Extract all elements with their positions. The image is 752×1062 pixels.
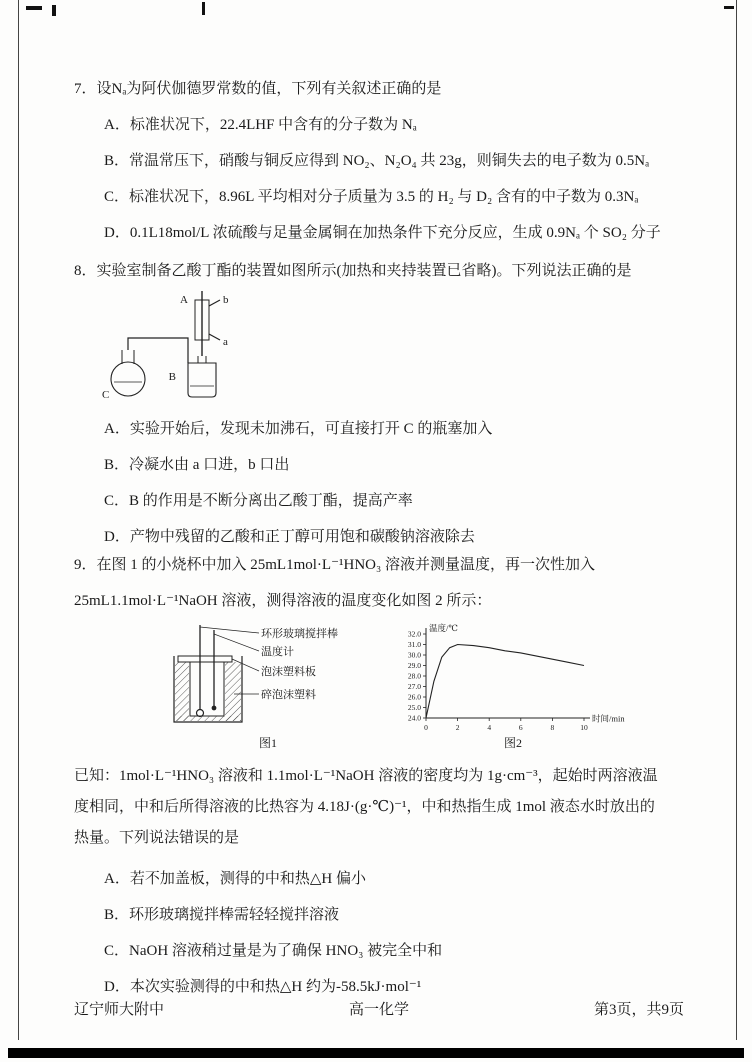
stirrer-label: 环形玻璃搅拌棒 xyxy=(261,628,338,640)
q9-option-c: C．NaOH 溶液稍过量是为了确保 HNO₃ 被完全中和 xyxy=(104,943,443,959)
scan-mark xyxy=(52,5,56,16)
q9-option-a: A．若不加盖板，测得的中和热△H 偏小 xyxy=(104,871,366,887)
svg-text:27.0: 27.0 xyxy=(407,682,421,692)
scan-frame-right xyxy=(736,0,737,1040)
scan-bottom-bar xyxy=(8,1048,744,1058)
fig2-caption: 图2 xyxy=(503,736,522,750)
q9-stem-line2: 25mL1.1mol·L⁻¹NaOH 溶液，测得溶液的温度变化如图 2 所示： xyxy=(74,593,492,609)
q7-option-c: C．标准状况下，8.96L 平均相对分子质量为 3.5 的 H₂ 与 D₂ 含有的中子数为 0.3Nₐ xyxy=(104,189,639,205)
crushed-foam-label: 碎泡沫塑料 xyxy=(261,689,316,701)
svg-text:26.0: 26.0 xyxy=(407,692,421,702)
q7-option-d: D．0.1L18mol/L 浓硫酸与足量金属铜在加热条件下充分反应，生成 0.9Nₐ 个 SO₂ 分子 xyxy=(104,225,661,241)
footer-page-number: 第3页，共9页 xyxy=(593,1002,684,1018)
scan-frame-left xyxy=(18,0,19,1040)
footer-subject: 高一化学 xyxy=(348,1002,409,1018)
q7-option-a: A．标准状况下，22.4LHF 中含有的分子数为 Nₐ xyxy=(104,117,417,133)
q9-known-paragraph xyxy=(74,761,702,854)
q9-figures xyxy=(162,622,702,751)
q9-option-d: D．本次实验测得的中和热△H 约为-58.5kJ·mol⁻¹ xyxy=(104,979,422,995)
q9-known-line3: 热量。下列说法错误的是 xyxy=(74,830,240,846)
condenser-inlet-a-label: a xyxy=(223,336,228,348)
q7-option-b: B．常温常压下，硝酸与铜反应得到 NO₂、N₂O₄ 共 23g，则铜失去的电子数为 0.5Nₐ xyxy=(104,153,650,169)
svg-text:10: 10 xyxy=(580,723,588,732)
scan-mark xyxy=(26,6,42,10)
svg-text:30.0: 30.0 xyxy=(407,650,421,660)
svg-text:8: 8 xyxy=(550,723,555,732)
q9-known-line2: 度相同，中和后所得溶液的比热容为 4.18J·(g·℃)⁻¹，中和热指生成 1mol 液态水时放出的 xyxy=(74,799,655,815)
svg-text:29.0: 29.0 xyxy=(407,661,421,671)
page-content xyxy=(74,78,702,998)
svg-text:32.0: 32.0 xyxy=(407,629,421,639)
ester-apparatus-figure xyxy=(76,290,276,402)
calorimeter-figure xyxy=(162,622,374,734)
q8-option-d: D．产物中残留的乙酸和正丁醇可用饱和碳酸钠溶液除去 xyxy=(104,529,475,545)
svg-text:温度/℃: 温度/℃ xyxy=(429,623,458,633)
foam-board-label: 泡沫塑料板 xyxy=(261,666,316,678)
fig2-temperature-chart xyxy=(388,622,638,751)
question-9 xyxy=(74,554,702,998)
apparatus-B-label: B xyxy=(168,371,176,383)
svg-text:4: 4 xyxy=(487,723,492,732)
svg-text:24.0: 24.0 xyxy=(407,713,421,723)
apparatus-C-label: C xyxy=(102,389,110,401)
svg-text:2: 2 xyxy=(455,723,460,732)
q9-known-line1: 已知：1mol·L⁻¹HNO₃ 溶液和 1.1mol·L⁻¹NaOH 溶液的密度均为 1g·cm⁻³，起始时两溶液温 xyxy=(74,768,658,784)
scan-mark xyxy=(724,6,734,9)
svg-text:时间/min: 时间/min xyxy=(592,713,625,724)
temperature-time-chart xyxy=(388,622,638,734)
svg-text:6: 6 xyxy=(518,723,523,732)
question-8 xyxy=(74,260,702,548)
q7-stem: 7．设Nₐ为阿伏伽德罗常数的值，下列有关叙述正确的是 xyxy=(74,81,442,97)
thermometer-label: 温度计 xyxy=(261,646,294,658)
condenser-outlet-b-label: b xyxy=(223,294,229,306)
svg-text:0: 0 xyxy=(424,723,428,732)
svg-text:25.0: 25.0 xyxy=(407,703,421,713)
svg-text:28.0: 28.0 xyxy=(407,671,421,681)
page-footer xyxy=(74,998,684,1019)
q9-stem-line1: 9．在图 1 的小烧杯中加入 25mL1mol·L⁻¹HNO₃ 溶液并测量温度，再一次性加入 xyxy=(74,557,595,573)
q8-option-b: B．冷凝水由 a 口进，b 口出 xyxy=(104,457,290,473)
svg-text:31.0: 31.0 xyxy=(407,640,421,650)
q8-option-c: C．B 的作用是不断分离出乙酸丁酯，提高产率 xyxy=(104,493,413,509)
q8-stem: 8．实验室制备乙酸丁酯的装置如图所示(加热和夹持装置已省略)。下列说法正确的是 xyxy=(74,263,632,279)
apparatus-A-label: A xyxy=(180,294,188,306)
scan-mark xyxy=(202,2,205,15)
footer-school: 辽宁师大附中 xyxy=(74,1002,165,1018)
q8-apparatus-diagram xyxy=(76,290,702,404)
fig1-calorimeter xyxy=(162,622,374,751)
q8-option-a: A．实验开始后，发现未加沸石，可直接打开 C 的瓶塞加入 xyxy=(104,421,493,437)
fig1-caption: 图1 xyxy=(258,736,277,750)
question-7 xyxy=(74,78,702,244)
q9-option-b: B．环形玻璃搅拌棒需轻轻搅拌溶液 xyxy=(104,907,340,923)
